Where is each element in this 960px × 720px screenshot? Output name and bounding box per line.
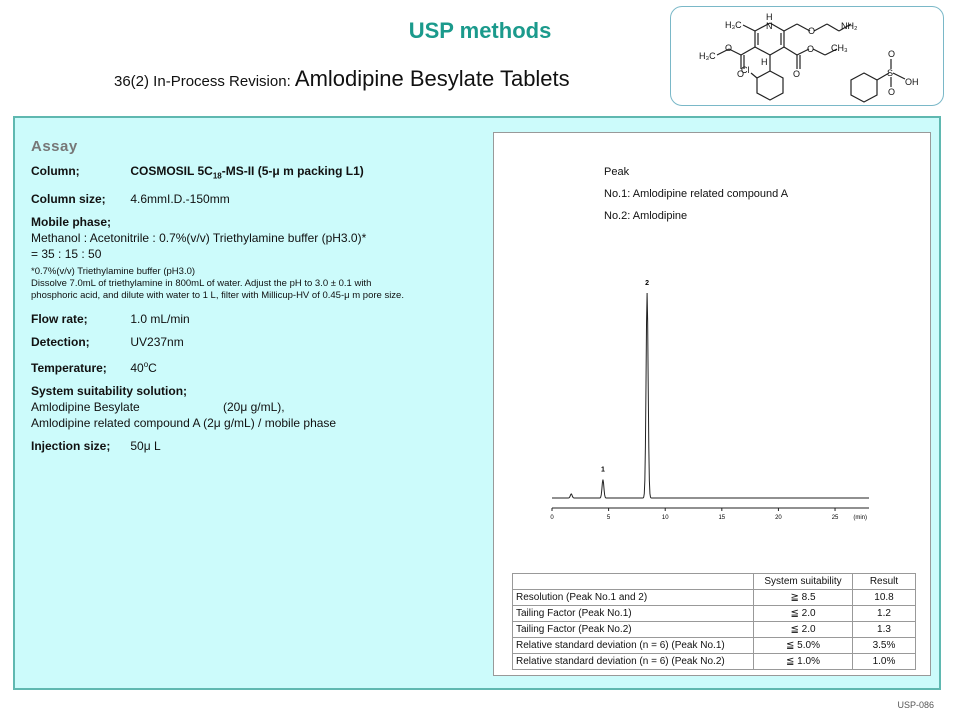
column-size-value: 4.6mmI.D.-150mm [130,192,230,207]
mobile-phase-line2: = 35 : 15 : 50 [31,247,102,262]
peak-legend-title: Peak [604,166,630,178]
buffer-note [31,266,481,302]
x-axis-label: (min) [853,515,867,521]
table-cell: ≦ 1.0% [754,654,853,670]
table-header-cell: System suitability [754,574,853,590]
suitability-table [512,573,916,670]
table-cell: Tailing Factor (Peak No.1) [513,606,754,622]
system-suitability-solution-block [31,383,481,431]
atom-h3c-top: H₃C [725,20,742,30]
x-tick-label: 15 [718,515,726,521]
assay-heading: Assay [31,138,78,155]
table-cell: 1.2 [853,606,916,622]
page-subtitle [114,66,570,92]
table-cell: 10.8 [853,590,916,606]
table-row [513,654,916,670]
table-row [513,590,916,606]
x-tick-label: 0 [550,515,554,521]
table-cell: 1.0% [853,654,916,670]
chemical-structure-diagram [671,7,943,105]
atom-h-top: H [766,12,773,22]
atom-nh2: NH₂ [841,21,858,31]
atom-o-sulfonyl-top: O [888,49,896,59]
flow-rate-value: 1.0 mL/min [130,312,190,327]
atom-o-left-ester: O [725,43,733,53]
detection-label: Detection; [31,335,90,350]
subtitle-prefix: 36(2) In-Process Revision: [114,73,295,90]
peak-legend-no1: No.1: Amlodipine related compound A [604,188,789,200]
table-header-cell: Result [853,574,916,590]
chemical-structure-panel [670,6,944,106]
x-tick-label: 10 [661,515,669,521]
atom-cl: Cl [741,65,750,75]
chromatogram-panel [493,132,931,676]
flow-rate-label: Flow rate; [31,312,88,327]
injection-label: Injection size; [31,439,111,454]
table-cell: Resolution (Peak No.1 and 2) [513,590,754,606]
atom-o-left-carbonyl: O [737,69,745,79]
sss-line1-concentration: (20μ g/mL), [223,400,285,415]
x-tick-label: 25 [831,515,839,521]
table-header-row [513,574,916,590]
atom-o-right-carbonyl: O [793,69,801,79]
peak-legend [604,161,788,227]
injection-value: 50μ L [130,439,161,454]
flow-rate-row [31,311,481,327]
x-tick-label: 20 [775,515,782,521]
slide-code: USP-086 [897,700,934,710]
atom-oh: OH [905,77,919,87]
column-value-subscript: 18 [212,171,222,181]
temperature-label: Temperature; [31,361,107,376]
table-header-cell [513,574,754,590]
table-cell: 1.3 [853,622,916,638]
temperature-number: 40 [130,361,144,376]
table-cell: Tailing Factor (Peak No.2) [513,622,754,638]
assay-conditions [31,138,481,461]
table-cell: Relative standard deviation (n = 6) (Peak No.2) [513,654,754,670]
column-row [31,163,481,184]
buffer-note-line1: *0.7%(v/v) Triethylamine buffer (pH3.0) [31,266,196,278]
buffer-note-line3: phosphoric acid, and dilute with water to 1 L, filter with Millicup-HV of 0.45-μ m pore size. [31,290,404,302]
column-label: Column; [31,164,80,178]
atom-o-right-ester: O [807,44,815,54]
mobile-phase-line1: Methanol : Acetonitrile : 0.7%(v/v) Triethylamine buffer (pH3.0)* [31,231,367,246]
column-size-row [31,191,481,207]
atom-h3c-left: H₃C [699,51,716,61]
injection-row [31,438,481,454]
sss-line1-compound: Amlodipine Besylate [31,400,140,415]
table-cell: ≦ 2.0 [754,622,853,638]
table-row [513,606,916,622]
mobile-phase-block [31,214,481,262]
chromatogram [544,278,884,528]
atom-h-mid: H [761,57,768,67]
detection-value: UV237nm [130,335,184,350]
table-row [513,638,916,654]
column-value-mu: μ [272,164,280,178]
table-cell: ≧ 8.5 [754,590,853,606]
peak-label: 1 [600,466,605,474]
sss-line2: Amlodipine related compound A (2μ g/mL) / mobile phase [31,416,337,431]
temperature-value [130,361,156,375]
mobile-phase-label: Mobile phase; [31,215,112,230]
sss-label: System suitability solution; [31,384,188,399]
table-cell: ≦ 5.0% [754,638,853,654]
chromatogram-trace [552,293,869,498]
table-cell: ≦ 2.0 [754,606,853,622]
atom-ch3: CH₃ [831,43,848,53]
temperature-degree: o [143,360,149,370]
column-value-part-a: COSMOSIL 5C [130,164,213,178]
sss-line1 [31,399,481,415]
atom-o-ether: O [808,26,816,36]
table-cell: Relative standard deviation (n = 6) (Peak No.1) [513,638,754,654]
atom-s: S [887,68,894,78]
atom-o-sulfonyl-bottom: O [888,87,896,97]
column-size-label: Column size; [31,192,106,207]
buffer-note-line2: Dissolve 7.0mL of triethylamine in 800mL of water. Adjust the pH to 3.0 ± 0.1 with [31,278,372,290]
temperature-unit: C [148,361,157,376]
table-row [513,622,916,638]
method-panel [13,116,941,690]
atom-n: N [766,21,773,31]
column-value [130,164,364,181]
column-value-part-b: -MS-II (5- [221,164,273,178]
subtitle-product: Amlodipine Besylate Tablets [294,66,570,91]
table-cell: 3.5% [853,638,916,654]
page-title: USP methods [408,18,552,43]
peak-label: 2 [645,280,650,287]
column-value-part-c: m packing L1) [279,164,364,178]
peak-legend-no2: No.2: Amlodipine [604,210,688,222]
temperature-row [31,357,481,376]
detection-row [31,334,481,350]
x-tick-label: 5 [606,515,611,521]
